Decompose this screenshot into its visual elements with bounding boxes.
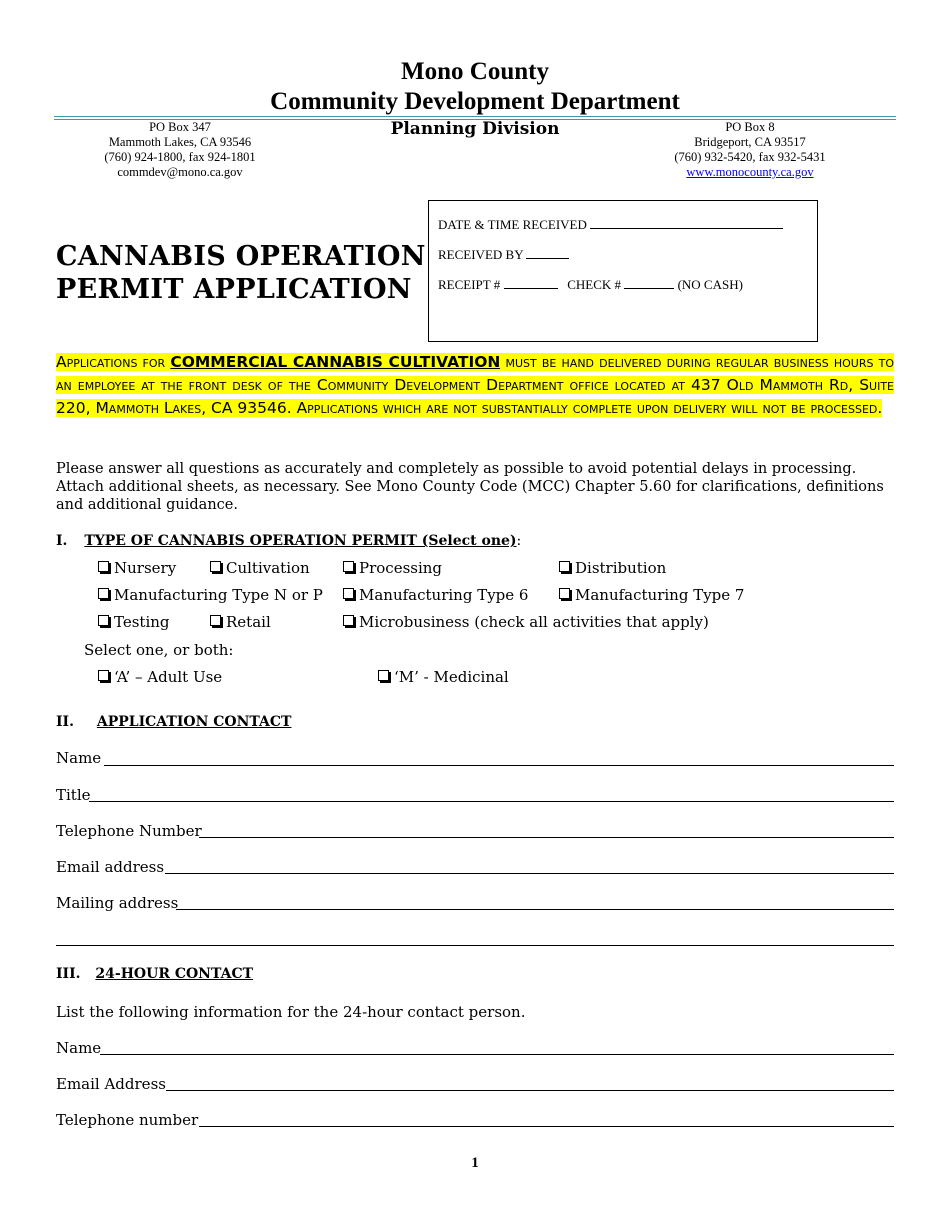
check-blank[interactable]	[624, 278, 674, 289]
option-distribution[interactable]: Distribution	[559, 559, 666, 577]
contact-title-field[interactable]	[89, 801, 894, 802]
option-medicinal[interactable]: ‘M’ - Medicinal	[378, 668, 509, 686]
contact-telephone-label: Telephone Number	[56, 822, 202, 840]
left-office-line3: (760) 924-1800, fax 924-1801	[104, 150, 256, 164]
checkbox-icon[interactable]	[210, 615, 221, 626]
contact24-telephone-label: Telephone number	[56, 1111, 199, 1129]
receipt-blank[interactable]	[504, 278, 558, 289]
section3-instructions: List the following information for the 24-hour contact person.	[56, 1003, 526, 1021]
right-office-line2: Bridgeport, CA 93517	[694, 135, 806, 149]
notice-part2: must be hand delivered during regular business hours to an employee at the front desk of the Community Development Department office located at 437 Old Mammoth Rd, Suite 220, Mammoth Lakes, CA 93546. Applications which are not substantially complete upon delivery will not be processed.	[56, 353, 894, 417]
option-processing[interactable]: Processing	[343, 559, 442, 577]
section3-heading: III. 24-HOUR CONTACT	[56, 966, 254, 982]
page-number: 1	[471, 1155, 479, 1171]
department-name: Community Development Department	[270, 88, 680, 115]
option-retail[interactable]: Retail	[210, 613, 271, 631]
use-select-prompt: Select one, or both:	[84, 641, 234, 659]
right-office-line1: PO Box 8	[725, 120, 775, 134]
receipt-check: RECEIPT # CHECK # (NO CASH)	[438, 277, 743, 292]
contact-email-field[interactable]	[165, 873, 894, 874]
checkbox-icon[interactable]	[210, 561, 221, 572]
office-use-box	[428, 200, 818, 342]
option-testing[interactable]: Testing	[98, 613, 170, 631]
left-office-line2: Mammoth Lakes, CA 93546	[108, 135, 252, 149]
contact-mailing-field-line2[interactable]	[56, 945, 894, 946]
checkbox-icon[interactable]	[343, 561, 354, 572]
option-manufacturing-7[interactable]: Manufacturing Type 7	[559, 586, 744, 604]
checkbox-icon[interactable]	[559, 588, 570, 599]
header-rule-top	[54, 116, 896, 117]
left-office-line1: PO Box 347	[149, 120, 211, 134]
checkbox-icon[interactable]	[343, 615, 354, 626]
option-cultivation[interactable]: Cultivation	[210, 559, 310, 577]
contact24-name-field[interactable]	[100, 1054, 894, 1055]
section1-heading: I. TYPE OF CANNABIS OPERATION PERMIT (Select one):	[56, 533, 522, 549]
right-office-address	[650, 120, 850, 180]
option-manufacturing-np[interactable]: Manufacturing Type N or P	[98, 586, 323, 604]
title-line2: PERMIT APPLICATION	[56, 274, 412, 305]
checkbox-icon[interactable]	[98, 615, 109, 626]
date-time-blank[interactable]	[590, 218, 783, 229]
contact-mailing-label: Mailing address	[56, 894, 179, 912]
checkbox-icon[interactable]	[98, 561, 109, 572]
contact24-email-label: Email Address	[56, 1075, 166, 1093]
contact24-telephone-field[interactable]	[199, 1126, 894, 1127]
contact-mailing-field[interactable]	[176, 909, 894, 910]
contact-telephone-field[interactable]	[199, 837, 894, 838]
contact24-email-field[interactable]	[166, 1090, 894, 1091]
org-name: Mono County	[401, 58, 549, 85]
section2-heading: II. APPLICATION CONTACT	[56, 714, 292, 730]
right-office-line3: (760) 932-5420, fax 932-5431	[674, 150, 826, 164]
left-office-email: commdev@mono.ca.gov	[117, 165, 243, 179]
contact-name-label: Name	[56, 749, 102, 767]
contact-title-label: Title	[56, 786, 91, 804]
option-nursery[interactable]: Nursery	[98, 559, 176, 577]
checkbox-icon[interactable]	[559, 561, 570, 572]
date-time-received: DATE & TIME RECEIVED	[438, 217, 783, 233]
checkbox-icon[interactable]	[378, 670, 389, 681]
checkbox-icon[interactable]	[343, 588, 354, 599]
received-by: RECEIVED BY	[438, 247, 569, 263]
contact24-name-label: Name	[56, 1039, 102, 1057]
notice-emphasis: COMMERCIAL CANNABIS CULTIVATION	[170, 353, 501, 371]
page-title	[56, 240, 426, 306]
planning-division: Planning Division	[390, 119, 560, 139]
option-manufacturing-6[interactable]: Manufacturing Type 6	[343, 586, 528, 604]
option-adult-use[interactable]: ‘A’ – Adult Use	[98, 668, 222, 686]
contact-name-field[interactable]	[104, 765, 894, 766]
checkbox-icon[interactable]	[98, 670, 109, 681]
checkbox-icon[interactable]	[98, 588, 109, 599]
instructions-paragraph: Please answer all questions as accurately and completely as possible to avoid potential delays in processing. Attach additional sheets, as necessary. See Mono County Code (MCC) Chapter 5.60 for clarifications, definitions and additional guidance.	[56, 461, 884, 513]
website-link[interactable]: www.monocounty.ca.gov	[686, 165, 814, 179]
notice-part1: Applications for	[56, 353, 171, 371]
contact-email-label: Email address	[56, 858, 165, 876]
title-line1: CANNABIS OPERATION	[56, 241, 426, 272]
option-microbusiness[interactable]: Microbusiness (check all activities that apply)	[343, 613, 709, 631]
delivery-notice	[56, 351, 894, 420]
received-by-blank[interactable]	[526, 248, 569, 259]
